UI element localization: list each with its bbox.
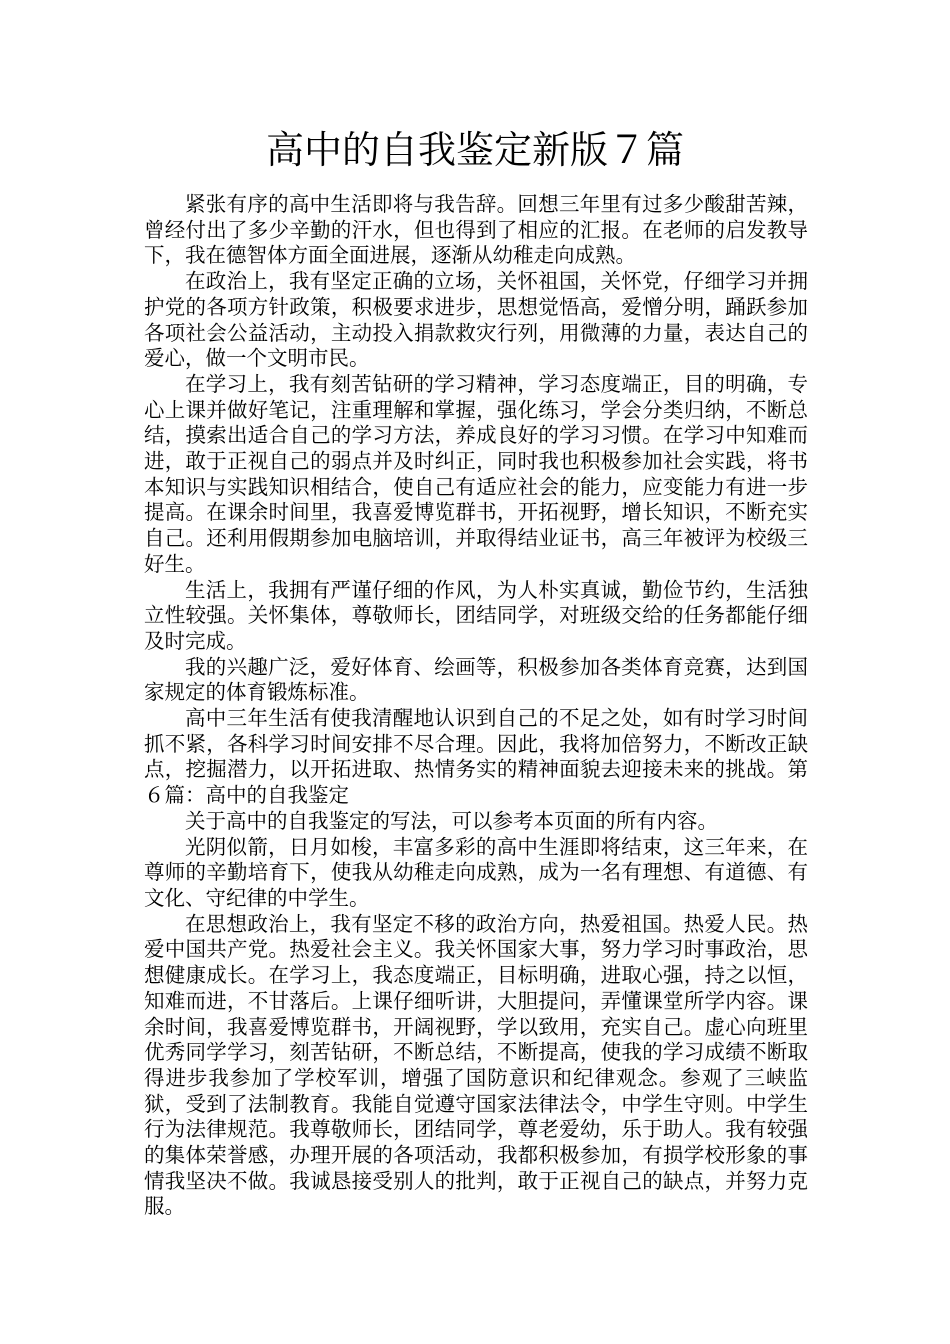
paragraph: 高中三年生活有使我清醒地认识到自己的不足之处，如有时学习时间抓不紧，各科学习时间安排不尽合理。因此，我将加倍努力，不断改正缺点，挖掘潜力，以开拓进取、热情务实的精神面貌去迎接未来的挑战。第６篇：高中的自我鉴定 (144, 706, 808, 808)
paragraph: 光阴似箭，日月如梭，丰富多彩的高中生涯即将结束，这三年来，在尊师的辛勤培育下，使我从幼稚走向成熟，成为一名有理想、有道德、有文化、守纪律的中学生。 (144, 834, 808, 910)
paragraph: 关于高中的自我鉴定的写法，可以参考本页面的所有内容。 (185, 808, 718, 833)
paragraph: 生活上，我拥有严谨仔细的作风，为人朴实真诚，勤俭节约，生活独立性较强。关怀集体，尊敬师长，团结同学，对班级交给的任务都能仔细及时完成。 (144, 577, 808, 653)
paragraph: 我的兴趣广泛，爱好体育、绘画等，积极参加各类体育竞赛，达到国家规定的体育锻炼标准。 (144, 654, 808, 705)
paragraph: 在学习上，我有刻苦钻研的学习精神，学习态度端正，目的明确，专心上课并做好笔记，注重理解和掌握，强化练习，学会分类归纳，不断总结，摸索出适合自己的学习方法，养成良好的学习习惯。在学习中知难而进，敢于正视自己的弱点并及时纠正，同时我也积极参加社会实践，将书本知识与实践知识相结合，使自己有适应社会的能力，应变能力有进一步提高。在课余时间里，我喜爱博览群书，开拓视野，增长知识，不断充实自己。还利用假期参加电脑培训，并取得结业证书，高三年被评为校级三好生。 (144, 371, 808, 576)
paragraph: 紧张有序的高中生活即将与我告辞。回想三年里有过多少酸甜苦辣，曾经付出了多少辛勤的汗水，但也得到了相应的汇报。在老师的启发教导下，我在德智体方面全面进展，逐渐从幼稚走向成熟。 (144, 192, 808, 268)
paragraph: 在思想政治上，我有坚定不移的政治方向，热爱祖国。热爱人民。热爱中国共产党。热爱社会主义。我关怀国家大事，努力学习时事政治，思想健康成长。在学习上，我态度端正，目标明确，进取心强，持之以恒，知难而进，不甘落后。上课仔细听讲，大胆提问，弄懂课堂所学内容。课余时间，我喜爱博览群书，开阔视野，学以致用，充实自己。虚心向班里优秀同学学习，刻苦钻研，不断总结，不断提高，使我的学习成绩不断取得进步我参加了学校军训，增强了国防意识和纪律观念。参观了三峡监狱，受到了法制教育。我能自觉遵守国家法律法令，中学生守则。中学生行为法律规范。我尊敬师长，团结同学，尊老爱幼，乐于助人。我有较强的集体荣誉感，办理开展的各项活动，我都积极参加，有损学校形象的事情我坚决不做。我诚恳接受别人的批判，敢于正视自己的缺点，并努力克服。 (144, 911, 808, 1219)
document-body (144, 192, 808, 1220)
paragraph: 在政治上，我有坚定正确的立场，关怀祖国，关怀党，仔细学习并拥护党的各项方针政策，积极要求进步，思想觉悟高，爱憎分明，踊跃参加各项社会公益活动，主动投入捐款救灾行列，用微薄的力量，表达自己的爱心，做一个文明市民。 (144, 269, 808, 371)
document-title: 高中的自我鉴定新版７篇 (265, 128, 684, 172)
